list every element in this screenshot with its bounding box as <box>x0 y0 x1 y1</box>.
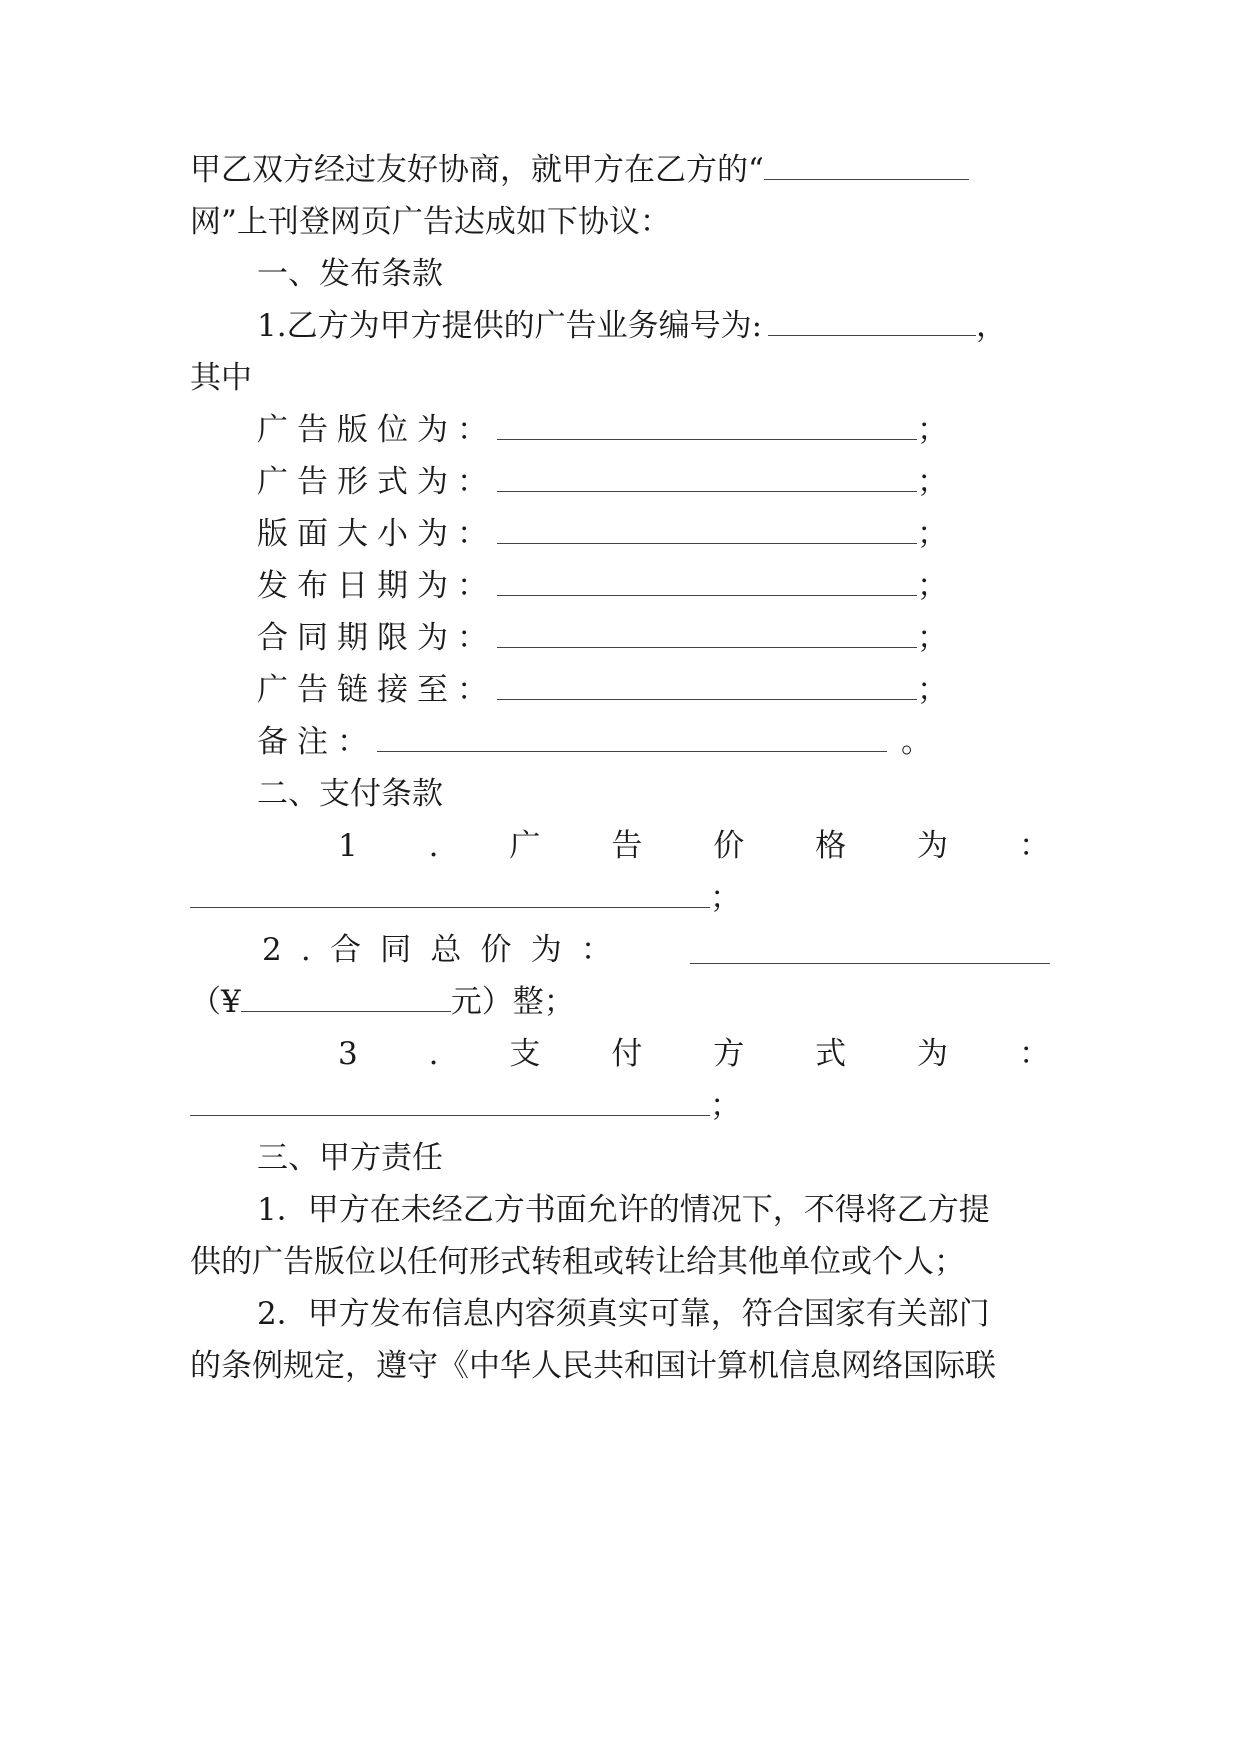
ad-number-blank[interactable] <box>768 305 976 336</box>
spread-char: . <box>428 828 439 864</box>
intro-text-1: 甲乙双方经过友好协商，就甲方在乙方的“ <box>190 152 764 188</box>
price-end: ； <box>710 880 741 916</box>
p1-text-2: 供的广告版位以任何形式转租或转让给其他单位或个人； <box>190 1244 965 1280</box>
section-2-heading <box>257 768 1050 820</box>
field-row <box>257 508 1050 560</box>
spread-char: 价 <box>713 828 745 864</box>
section-1-heading-text: 一、发布条款 <box>257 256 443 292</box>
field-blank[interactable] <box>497 409 917 440</box>
spread-char: 价 <box>480 932 512 968</box>
field-label: 发布日期为： <box>257 568 497 604</box>
total-price-blank[interactable] <box>690 933 1050 964</box>
p2-line-1 <box>257 1288 1050 1340</box>
field-label: 广告链接至： <box>257 672 497 708</box>
field-blank[interactable] <box>497 617 917 648</box>
field-end: ； <box>917 516 948 552</box>
spread-char: 为 <box>530 932 562 968</box>
p2-text-1: 2．甲方发布信息内容须真实可靠，符合国家有关部门 <box>257 1296 990 1332</box>
spread-char: 总 <box>430 932 462 968</box>
spread-char: 式 <box>815 1036 847 1072</box>
section-2-heading-text: 二、支付条款 <box>257 776 443 812</box>
field-label: 广告版位为： <box>257 412 497 448</box>
p1-text-1: 1．甲方在未经乙方书面允许的情况下，不得将乙方提 <box>257 1192 990 1228</box>
note-row <box>257 716 1050 768</box>
spread-char: 格 <box>815 828 847 864</box>
field-row <box>257 664 1050 716</box>
field-end: ； <box>917 464 948 500</box>
payment-end: ； <box>710 1088 741 1124</box>
field-row <box>257 560 1050 612</box>
spread-char: ： <box>1018 1036 1050 1072</box>
field-blank[interactable] <box>497 513 917 544</box>
cny-suffix: 元）整； <box>450 984 575 1020</box>
spread-char: 合 <box>329 932 361 968</box>
field-row <box>257 456 1050 508</box>
field-blank[interactable] <box>497 461 917 492</box>
spread-char: 1 <box>338 828 358 864</box>
p2-text-2: 的条例规定，遵守《中华人民共和国计算机信息网络国际联 <box>190 1348 996 1384</box>
payment-blank[interactable] <box>190 1085 710 1116</box>
spread-char: . <box>428 1036 439 1072</box>
note-blank[interactable] <box>377 721 887 752</box>
field-blank[interactable] <box>497 669 917 700</box>
section-3-heading-text: 三、甲方责任 <box>257 1140 443 1176</box>
field-end: ； <box>917 568 948 604</box>
field-label: 版面大小为： <box>257 516 497 552</box>
price-blank-row <box>190 872 1050 924</box>
price-blank[interactable] <box>190 877 710 908</box>
field-row <box>257 612 1050 664</box>
field-row <box>257 404 1050 456</box>
intro-text-2: 网”上刊登网页广告达成如下协议： <box>190 204 671 240</box>
spread-char: ： <box>580 932 612 968</box>
field-blank[interactable] <box>497 565 917 596</box>
spread-char: 付 <box>611 1036 643 1072</box>
spread-char: 为 <box>917 1036 949 1072</box>
p2-line-2 <box>190 1340 1050 1392</box>
payment-label-row <box>338 1028 1050 1080</box>
spread-char: 2 <box>262 932 282 968</box>
total-price-cny-row <box>190 976 1050 1028</box>
price-label-row <box>338 820 1050 872</box>
item-1-1-tail: ， <box>976 308 1008 344</box>
total-price-label <box>262 924 612 976</box>
spread-char: 3 <box>338 1036 358 1072</box>
p1-line-2 <box>190 1236 1050 1288</box>
payment-blank-row <box>190 1080 1050 1132</box>
field-end: ； <box>917 412 948 448</box>
section-1-heading <box>257 248 1050 300</box>
section-3-heading <box>257 1132 1050 1184</box>
item-1-1-cont-text: 其中 <box>190 360 252 396</box>
spread-char: 为 <box>917 828 949 864</box>
note-label: 备注： <box>257 724 377 760</box>
field-label: 广告形式为： <box>257 464 497 500</box>
spread-char: 支 <box>509 1036 541 1072</box>
field-label: 合同期限为： <box>257 620 497 656</box>
intro-line-1 <box>190 144 1050 196</box>
spread-char: 告 <box>611 828 643 864</box>
spread-char: . <box>300 932 311 968</box>
cny-blank[interactable] <box>241 981 451 1012</box>
item-1-1-continuation <box>190 352 1050 404</box>
cny-prefix: （¥ <box>190 984 241 1020</box>
p1-line-1 <box>257 1184 1050 1236</box>
spread-char: 方 <box>713 1036 745 1072</box>
item-1-1-line <box>257 300 1050 352</box>
field-end: ； <box>917 620 948 656</box>
note-end: 。 <box>901 724 932 760</box>
spread-char: 广 <box>509 828 541 864</box>
spread-char: 同 <box>380 932 412 968</box>
site-name-blank[interactable] <box>764 149 969 180</box>
field-end: ； <box>917 672 948 708</box>
item-1-1-text: 1.乙方为甲方提供的广告业务编号为: <box>257 308 763 344</box>
total-price-row <box>262 924 1050 976</box>
intro-line-2 <box>190 196 1050 248</box>
spread-char: ： <box>1018 828 1050 864</box>
